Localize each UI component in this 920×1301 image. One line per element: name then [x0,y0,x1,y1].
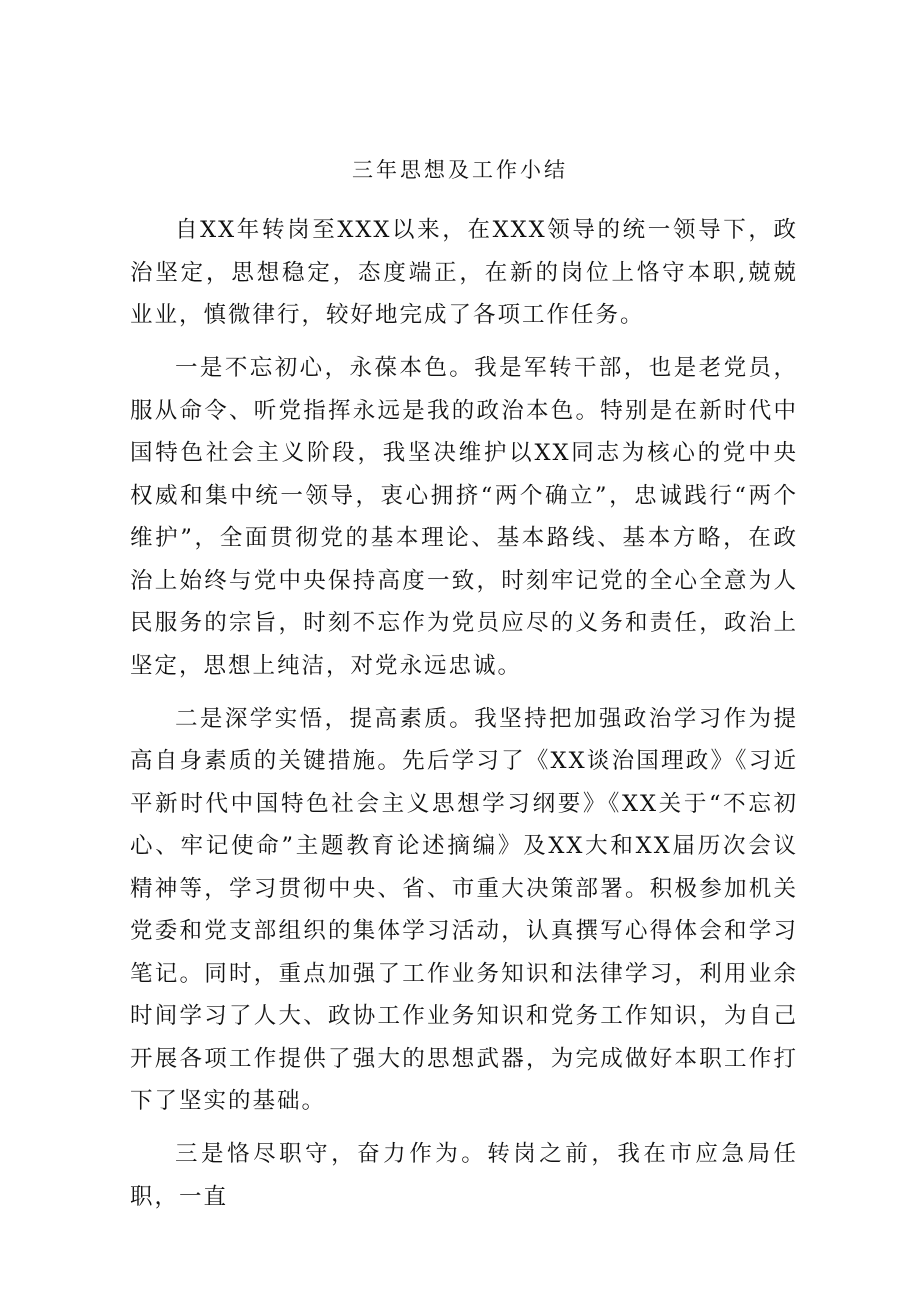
document-body [130,209,798,1218]
paragraph-point-one: 一是不忘初心，永葆本色。我是军转干部，也是老党员，服从命令、听党指挥永远是我的政治本色。特别是在新时代中国特色社会主义阶段，我坚决维护以XX同志为核心的党中央权威和集中统一领导，衷心拥挤“两个确立”，忠诚践行“两个维护”，全面贯彻党的基本理论、基本路线、基本方略，在政治上始终与党中央保持高度一致，时刻牢记党的全心全意为人民服务的宗旨，时刻不忘作为党员应尽的义务和责任，政治上坚定，思想上纯洁，对党永远忠诚。 [130,355,798,679]
paragraph-intro: 自XX年转岗至XXX以来，在XXX领导的统一领导下，政治坚定，思想稳定，态度端正，在新的岗位上恪守本职,兢兢业业，慎微律行，较好地完成了各项工作任务。 [130,217,798,328]
paragraph-point-two: 二是深学实悟，提高素质。我坚持把加强政治学习作为提高自身素质的关键措施。先后学习了《XX谈治国理政》《习近平新时代中国特色社会主义思想学习纲要》《XX关于“不忘初心、牢记使命”主题教育论述摘编》及XX大和XX届历次会议精神等，学习贯彻中央、省、市重大决策部署。积极参加机关党委和党支部组织的集体学习活动，认真撰写心得体会和学习笔记。同时，重点加强了工作业务知识和法律学习，利用业余时间学习了人大、政协工作业务知识和党务工作知识，为自己开展各项工作提供了强大的思想武器，为完成做好本职工作打下了坚实的基础。 [130,705,798,1114]
document-title: 三年思想及工作小结 [352,158,568,182]
paragraph-point-three: 三是恪尽职守，奋力作为。转岗之前，我在市应急局任职，一直 [130,1141,798,1210]
